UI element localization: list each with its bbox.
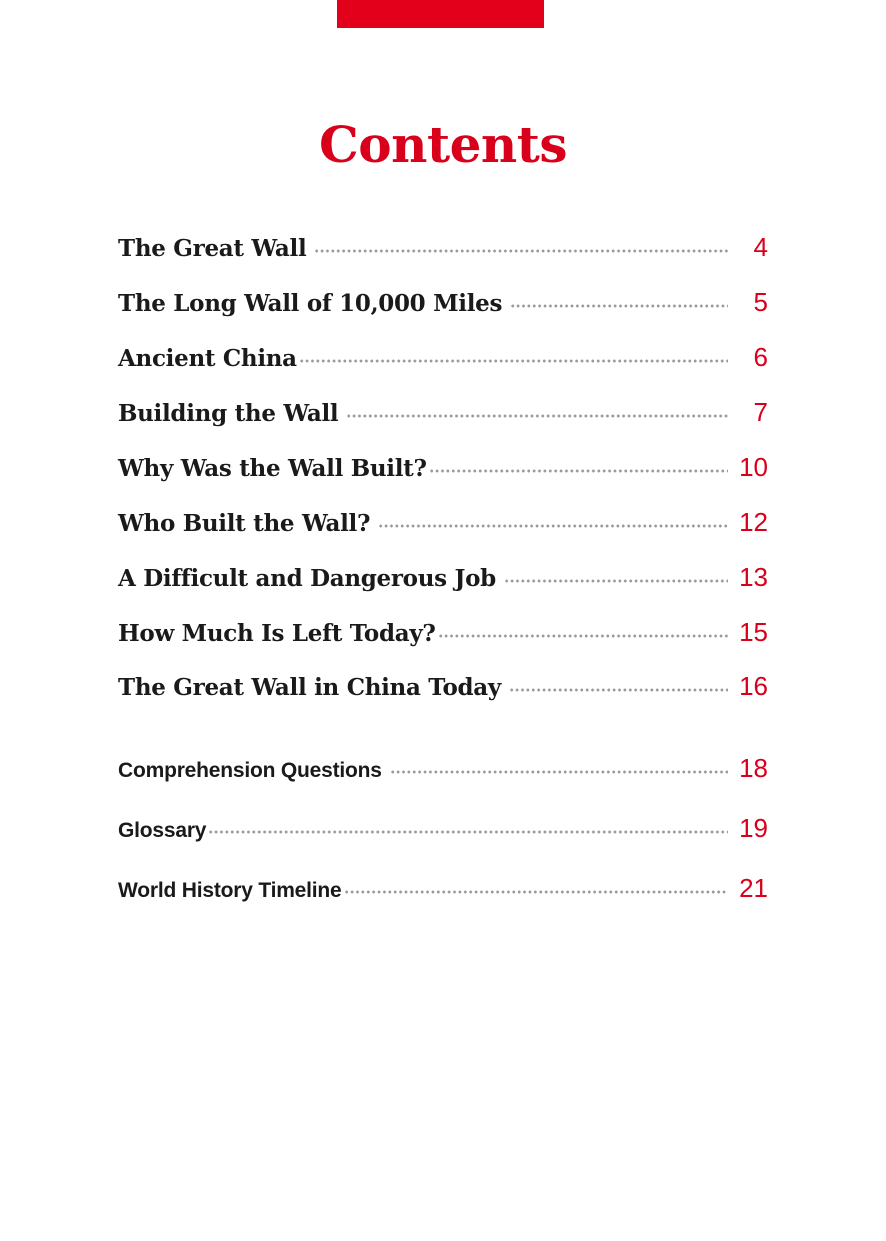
dot-leader bbox=[438, 634, 728, 638]
toc-entry-label: The Great Wall bbox=[118, 235, 307, 262]
toc-page-number: 6 bbox=[753, 342, 768, 372]
toc-entry[interactable] bbox=[118, 287, 768, 318]
toc-entry[interactable] bbox=[118, 397, 768, 428]
toc-entry[interactable] bbox=[118, 617, 768, 648]
toc-page-number: 7 bbox=[753, 397, 768, 427]
page-title: Contents bbox=[318, 115, 567, 174]
toc-entry[interactable] bbox=[118, 507, 768, 538]
toc-page-number: 13 bbox=[739, 562, 768, 592]
toc-page-number: 15 bbox=[739, 617, 768, 647]
toc-entry-label: Ancient China bbox=[118, 345, 297, 372]
dot-leader bbox=[344, 890, 728, 894]
toc-page-number: 10 bbox=[739, 452, 768, 482]
dot-leader bbox=[346, 414, 728, 418]
toc-back-matter-entry[interactable] bbox=[118, 813, 768, 844]
toc-entry[interactable] bbox=[118, 452, 768, 483]
dot-leader bbox=[390, 770, 728, 774]
toc-entry[interactable] bbox=[118, 342, 768, 373]
toc-entry-label: A Difficult and Dangerous Job bbox=[118, 565, 496, 592]
toc-entry-label: The Great Wall in China Today bbox=[118, 674, 501, 701]
dot-leader bbox=[378, 524, 728, 528]
toc-page-number: 12 bbox=[739, 507, 768, 537]
toc-entry-label: Why Was the Wall Built? bbox=[118, 455, 427, 482]
dot-leader bbox=[429, 469, 728, 473]
dot-leader bbox=[509, 688, 728, 692]
dot-leader bbox=[510, 304, 728, 308]
toc-page-number: 21 bbox=[739, 873, 768, 903]
toc-entry[interactable] bbox=[118, 562, 768, 593]
toc-entry-label: The Long Wall of 10,000 Miles bbox=[118, 290, 503, 317]
dot-leader bbox=[504, 579, 728, 583]
dot-leader bbox=[314, 249, 728, 253]
toc-entry-label: Comprehension Questions bbox=[118, 759, 382, 782]
top-accent-bar bbox=[337, 0, 544, 28]
toc-page-number: 5 bbox=[753, 287, 768, 317]
toc-page-number: 18 bbox=[739, 753, 768, 783]
dot-leader bbox=[299, 359, 728, 363]
toc-entry-label: Who Built the Wall? bbox=[118, 510, 371, 537]
toc-entry-label: How Much Is Left Today? bbox=[118, 620, 436, 647]
toc-back-matter-entry[interactable] bbox=[118, 753, 768, 784]
toc-entry[interactable] bbox=[118, 671, 768, 702]
toc-entry[interactable] bbox=[118, 232, 768, 263]
toc-entry-label: World History Timeline bbox=[118, 879, 342, 902]
dot-leader bbox=[208, 830, 728, 834]
toc-page-number: 19 bbox=[739, 813, 768, 843]
toc-entry-label: Glossary bbox=[118, 819, 207, 842]
toc-entry-label: Building the Wall bbox=[118, 400, 339, 427]
toc-back-matter-entry[interactable] bbox=[118, 873, 768, 904]
toc-page-number: 4 bbox=[753, 232, 768, 262]
toc-page-number: 16 bbox=[739, 671, 768, 701]
